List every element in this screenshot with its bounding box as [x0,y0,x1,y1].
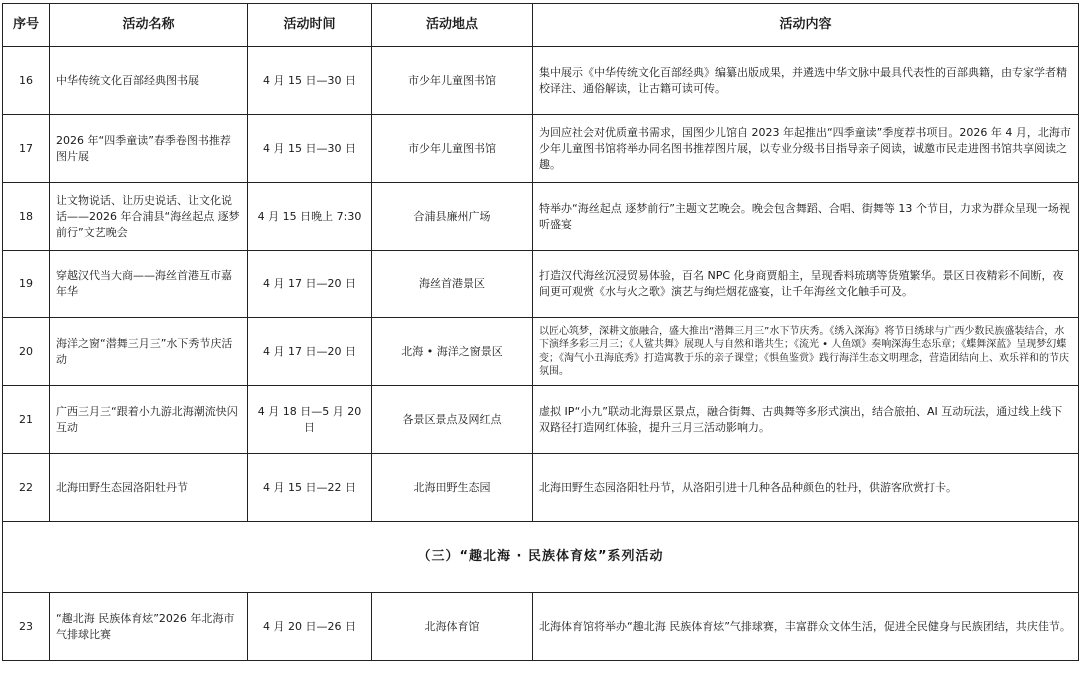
row-time: 4 月 15 日—30 日 [248,115,372,183]
row-name: 中华传统文化百部经典图书展 [50,47,248,115]
row-content: 以匠心筑梦，深耕文旅融合，盛大推出“潜舞三月三”水下节庆秀。《绣入深海》将节日绣球与广西少数民族盛装结合，水下演绎多彩三月三；《人鲨共舞》展现人与自然和谐共生；《流光 • 人鱼颂》奏响深海生态乐章；《蝶舞深蓝》呈现梦幻蝶变；《淘气小丑海底秀》打造寓教于乐的亲子课堂；《惧鱼鉴赏》践行海洋生态文明理念，营造团结向上、欢乐祥和的节庆氛围。 [533,318,1079,386]
row-no: 19 [3,251,50,318]
row-place: 北海 • 海洋之窗景区 [372,318,533,386]
row-content: 虚拟 IP“小九”联动北海景区景点，融合街舞、古典舞等多形式演出，结合旅拍、AI 互动玩法，通过线上线下双路径打造网红体验，提升三月三活动影响力。 [533,386,1079,454]
row-no: 22 [3,454,50,522]
row-place: 市少年儿童图书馆 [372,115,533,183]
table-row [3,454,1079,522]
row-content: 为回应社会对优质童书需求，国图少儿馆自 2023 年起推出“四季童读”季度荐书项目。2026 年 4 月，北海市少年儿童图书馆将举办同名图书推荐图片展，以专业分级书目指导亲子阅读，诚邀市民走进图书馆共享阅读之趣。 [533,115,1079,183]
row-time: 4 月 20 日—26 日 [248,593,372,661]
row-name: 穿越汉代当大商——海丝首港互市嘉年华 [50,251,248,318]
row-name: 广西三月三“跟着小九游北海潮流快闪互动 [50,386,248,454]
row-place: 各景区景点及网红点 [372,386,533,454]
row-name: 北海田野生态园洛阳牡丹节 [50,454,248,522]
row-time: 4 月 17 日—20 日 [248,318,372,386]
section-title: （三）“趣北海 · 民族体育炫”系列活动 [3,522,1079,593]
table-row [3,318,1079,386]
header-time: 活动时间 [248,4,372,47]
section-row [3,522,1079,593]
table-row [3,251,1079,318]
row-time: 4 月 15 日晚上 7:30 [248,183,372,251]
table-row [3,593,1079,661]
table-row [3,115,1079,183]
row-place: 北海体育馆 [372,593,533,661]
row-time: 4 月 17 日—20 日 [248,251,372,318]
header-name: 活动名称 [50,4,248,47]
row-no: 23 [3,593,50,661]
row-time: 4 月 15 日—30 日 [248,47,372,115]
header-row [3,4,1079,47]
row-name: 2026 年“四季童读”春季卷图书推荐图片展 [50,115,248,183]
events-table [2,3,1079,661]
row-content: 特举办“海丝起点 逐梦前行”主题文艺晚会。晚会包含舞蹈、合唱、街舞等 13 个节目，力求为群众呈现一场视听盛宴 [533,183,1079,251]
row-no: 17 [3,115,50,183]
row-no: 21 [3,386,50,454]
table-row [3,47,1079,115]
header-no: 序号 [3,4,50,47]
row-place: 北海田野生态园 [372,454,533,522]
table-row [3,183,1079,251]
row-time: 4 月 18 日—5 月 20 日 [248,386,372,454]
row-content: 集中展示《中华传统文化百部经典》编纂出版成果，并遴选中华文脉中最具代表性的百部典籍，由专家学者精校译注、通俗解读，让古籍可读可传。 [533,47,1079,115]
row-name: “趣北海 民族体育炫”2026 年北海市气排球比赛 [50,593,248,661]
row-no: 16 [3,47,50,115]
table-row [3,386,1079,454]
row-content: 打造汉代海丝沉浸贸易体验，百名 NPC 化身商贾船主，呈现香料琉璃等货殖繁华。景区日夜精彩不间断，夜间更可观赏《水与火之歌》演艺与绚烂烟花盛宴，让千年海丝文化触手可及。 [533,251,1079,318]
header-content: 活动内容 [533,4,1079,47]
row-place: 市少年儿童图书馆 [372,47,533,115]
row-name: 海洋之窗“潜舞三月三”水下秀节庆活动 [50,318,248,386]
row-time: 4 月 15 日—22 日 [248,454,372,522]
row-content: 北海体育馆将举办“趣北海 民族体育炫”气排球赛，丰富群众文体生活，促进全民健身与民族团结，共庆佳节。 [533,593,1079,661]
row-place: 海丝首港景区 [372,251,533,318]
row-no: 18 [3,183,50,251]
row-place: 合浦县廉州广场 [372,183,533,251]
row-name: 让文物说话、让历史说话、让文化说话——2026 年合浦县“海丝起点 逐梦前行”文艺晚会 [50,183,248,251]
header-place: 活动地点 [372,4,533,47]
row-no: 20 [3,318,50,386]
row-content: 北海田野生态园洛阳牡丹节，从洛阳引进十几种各品种颜色的牡丹，供游客欣赏打卡。 [533,454,1079,522]
